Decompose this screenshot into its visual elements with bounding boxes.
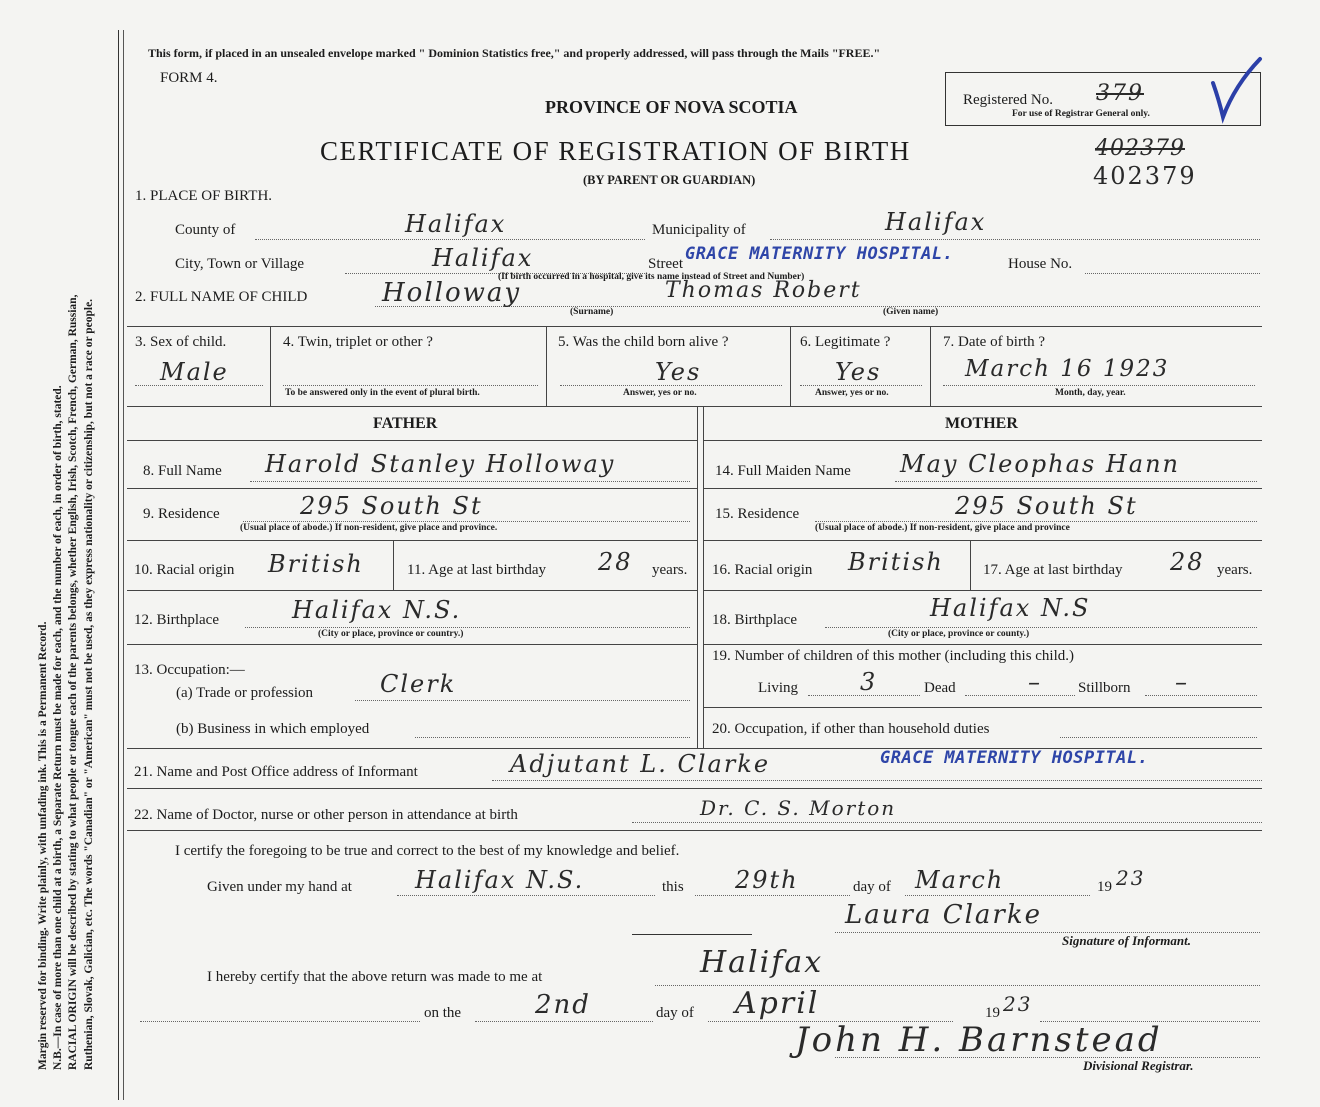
on-the-label: on the [424, 1005, 462, 1021]
father-name-value: Harold Stanley Holloway [265, 450, 616, 478]
date-of-birth-note: Month, day, year. [1055, 388, 1126, 398]
municipality-value: Halifax [885, 208, 987, 236]
doctor-label: 22. Name of Doctor, nurse or other person in attendance at birth [134, 807, 518, 823]
given-name-note: (Given name) [883, 307, 939, 317]
certification-year: 23 [1116, 866, 1146, 890]
father-name-label: 8. Full Name [143, 463, 222, 479]
father-age-label: 11. Age at last birthday [407, 562, 546, 578]
father-racial-label: 10. Racial origin [134, 562, 235, 578]
form-number: FORM 4. [160, 70, 218, 86]
province-heading: PROVINCE OF NOVA SCOTIA [545, 97, 798, 117]
registrar-year-prefix: 19 [985, 1005, 1000, 1021]
mother-racial-value: British [848, 548, 944, 576]
mother-racial-label: 16. Racial origin [712, 562, 813, 578]
father-trade-value: Clerk [380, 670, 457, 698]
children-count-label: 19. Number of children of this mother (including this child.) [712, 648, 1075, 664]
legitimate-value: Yes [835, 358, 882, 386]
father-business-label: (b) Business in which employed [176, 721, 370, 737]
margin-note: N.B.—In case of more than one child at a birth, a Separate Return must be made for each, and the number of each, in order of birth, stated. [52, 385, 65, 1070]
street-stamp: GRACE MATERNITY HOSPITAL. [685, 244, 954, 264]
mother-birthplace-note: (City or place, province or county.) [888, 629, 1030, 639]
struck-file-number: 402379 [1095, 136, 1185, 161]
registrar-note: For use of Registrar General only. [1012, 109, 1150, 119]
informant-signature: Laura Clarke [845, 900, 1042, 930]
father-birthplace-label: 12. Birthplace [134, 612, 219, 628]
certification-text: I certify the foregoing to be true and correct to the best of my knowledge and belief. [175, 843, 680, 859]
answer-note: Answer, yes or no. [623, 388, 697, 398]
father-age-value: 28 [598, 548, 633, 576]
mother-age-value: 28 [1170, 548, 1205, 576]
registrar-signature: John H. Barnstead [795, 1020, 1163, 1060]
stillborn-label: Stillborn [1078, 680, 1131, 696]
day-of-label: day of [853, 879, 891, 895]
living-label: Living [758, 680, 798, 696]
father-birthplace-value: Halifax N.S. [292, 596, 462, 624]
legitimate-label: 6. Legitimate ? [800, 334, 891, 350]
twin-label: 4. Twin, triplet or other ? [283, 334, 433, 350]
registrar-signature-label: Divisional Registrar. [1083, 1058, 1194, 1073]
date-of-birth-value: March 16 1923 [965, 356, 1170, 382]
margin-rule [118, 30, 119, 1100]
living-value: 3 [860, 668, 878, 696]
informant-signature-label: Signature of Informant. [1062, 933, 1191, 948]
mail-notice: This form, if placed in an unsealed envelope marked " Dominion Statistics free," and properly addressed, will pass through the Mails "FREE." [148, 46, 881, 60]
margin-note: Ruthenian, Slovak, Galician, etc. The words "Canadian" or "American" must not be used, as they express nationality or citizenship, but not a race or people. [82, 298, 95, 1070]
mother-residence-label: 15. Residence [715, 506, 800, 522]
given-label: Given under my hand at [207, 879, 352, 895]
father-residence-label: 9. Residence [143, 506, 220, 522]
dead-value: – [1028, 668, 1042, 696]
this-label: this [662, 879, 684, 895]
given-place: Halifax N.S. [415, 866, 585, 894]
born-alive-label: 5. Was the child born alive ? [558, 334, 729, 350]
answer-note: Answer, yes or no. [815, 388, 889, 398]
certification-day: 29th [735, 866, 799, 894]
father-residence-value: 295 South St [300, 492, 483, 520]
father-trade-label: (a) Trade or profession [176, 685, 314, 701]
sex-value: Male [160, 358, 229, 386]
father-occupation-label: 13. Occupation:— [134, 662, 245, 678]
county-label: County of [175, 222, 236, 238]
father-birthplace-note: (City or place, province or country.) [318, 629, 464, 639]
municipality-label: Municipality of [652, 222, 746, 238]
city-value: Halifax [432, 244, 534, 272]
father-years: years. [652, 562, 688, 578]
mother-name-value: May Cleophas Hann [900, 450, 1180, 478]
registrar-day-of-label: day of [656, 1005, 694, 1021]
child-surname: Holloway [382, 278, 522, 308]
margin-note: Margin reserved for binding. Write plainly, with unfading ink. This is a Permanent Record. [37, 621, 49, 1070]
check-mark-icon [1205, 55, 1265, 125]
registrar-day: 2nd [535, 990, 591, 1020]
mother-name-label: 14. Full Maiden Name [715, 463, 851, 479]
registrar-year: 23 [1003, 992, 1033, 1016]
born-alive-value: Yes [655, 358, 702, 386]
place-of-birth-heading: 1. PLACE OF BIRTH. [135, 188, 273, 204]
father-residence-note: (Usual place of abode.) If non-resident, give place and province. [240, 523, 498, 533]
county-value: Halifax [405, 210, 507, 238]
doctor-value: Dr. C. S. Morton [700, 796, 897, 820]
registrar-month: April [735, 986, 820, 1021]
mother-birthplace-value: Halifax N.S [930, 594, 1091, 622]
informant-stamp: GRACE MATERNITY HOSPITAL. [880, 748, 1149, 768]
surname-note: (Surname) [570, 307, 614, 317]
margin-notes [36, 30, 97, 1070]
registrar-place: Halifax [700, 945, 824, 980]
certification-month: March [915, 866, 1005, 894]
city-label: City, Town or Village [175, 256, 305, 272]
mother-birthplace-label: 18. Birthplace [712, 612, 797, 628]
mother-residence-note: (Usual place of abode.) If non-resident, give place and province [815, 523, 1070, 533]
certification-year-prefix: 19 [1097, 879, 1112, 895]
child-name-label: 2. FULL NAME OF CHILD [135, 289, 308, 305]
file-number: 402379 [1093, 162, 1197, 190]
mother-heading: MOTHER [945, 415, 1018, 432]
mother-residence-value: 295 South St [955, 492, 1138, 520]
informant-label: 21. Name and Post Office address of Informant [134, 764, 418, 780]
date-of-birth-label: 7. Date of birth ? [943, 334, 1046, 350]
mother-age-label: 17. Age at last birthday [983, 562, 1123, 578]
sex-label: 3. Sex of child. [135, 334, 227, 350]
margin-rule [123, 30, 124, 1100]
street-label: Street [648, 256, 683, 272]
registrar-text: I hereby certify that the above return was made to me at [207, 969, 543, 985]
certificate-subtitle: (BY PARENT OR GUARDIAN) [583, 173, 756, 187]
registered-label: Registered No. [963, 92, 1053, 108]
mother-years: years. [1217, 562, 1253, 578]
child-given-name: Thomas Robert [665, 278, 862, 303]
father-racial-value: British [268, 550, 364, 578]
twin-note: To be answered only in the event of plural birth. [285, 388, 480, 398]
mother-occupation-label: 20. Occupation, if other than household duties [712, 721, 990, 737]
informant-value: Adjutant L. Clarke [510, 750, 771, 778]
dead-label: Dead [924, 680, 956, 696]
father-heading: FATHER [373, 415, 438, 432]
stillborn-value: – [1175, 668, 1189, 696]
certificate-title: CERTIFICATE OF REGISTRATION OF BIRTH [320, 136, 911, 166]
house-number-label: House No. [1008, 256, 1073, 272]
hospital-note: (If birth occurred in a hospital, give its name instead of Street and Number) [498, 272, 805, 282]
margin-note: RACIAL ORIGIN will be described by stating to what people or tongue each of the parents belongs, whether English, Irish, Scotch, French, German, Russian, [67, 294, 80, 1070]
registered-number: 379 [1096, 81, 1144, 106]
